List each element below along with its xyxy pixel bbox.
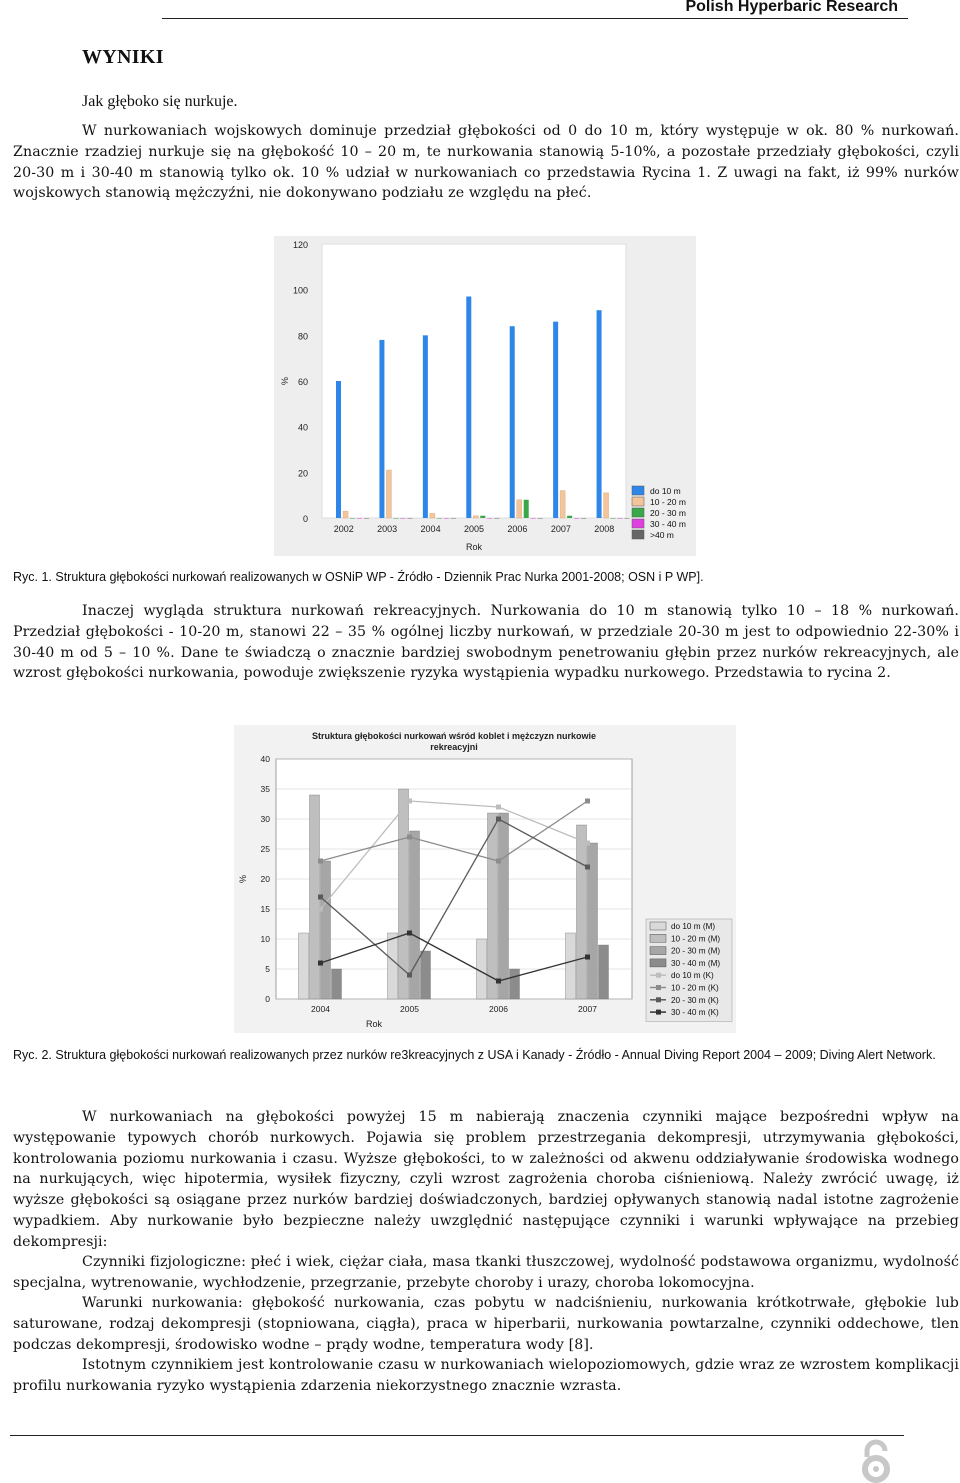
y-tick-label: 100: [292, 285, 308, 296]
section-subtitle: Jak głęboko się nurkuje.: [82, 93, 238, 110]
legend-label: do 10 m (K): [671, 971, 714, 981]
legend-label: 30 - 40 m (K): [671, 1008, 719, 1018]
bar-30-40-m-m-: [332, 969, 342, 999]
y-axis-label: %: [238, 874, 248, 884]
bar-20-30-m: [437, 518, 442, 519]
x-tick-label: 2008: [594, 524, 615, 534]
legend-swatch: [632, 530, 644, 539]
bar-20-30-m: [611, 518, 616, 519]
line-20-30-m-k--point: [318, 895, 323, 900]
bar-30-40-m-m-: [510, 969, 520, 999]
figure-1: [274, 236, 696, 556]
x-tick-label: 2006: [507, 524, 528, 534]
bar-30-40-m: [444, 518, 449, 519]
y-tick-label: 15: [260, 904, 270, 914]
line-do-10-m-k--point: [407, 799, 412, 804]
line-30-40-m-k--point: [496, 979, 501, 984]
bar-10-20-m: [473, 516, 478, 518]
legend-label: >40 m: [650, 530, 674, 540]
bar-do-10-m: [379, 340, 384, 518]
y-tick-label: 20: [260, 874, 270, 884]
chart-title-line-2: rekreacyjni: [430, 742, 478, 752]
bar-30-40-m-m-: [421, 951, 431, 999]
y-tick-label: 40: [260, 754, 270, 764]
bar-do-10-m: [466, 297, 471, 518]
legend-swatch: [632, 497, 644, 506]
legend-swatch: [632, 486, 644, 495]
y-axis-label: %: [280, 376, 290, 386]
bar-10-20-m: [343, 511, 348, 518]
bar-20-30-m: [393, 518, 398, 519]
legend-label: do 10 m (M): [671, 922, 716, 931]
line-20-30-m-k--point: [585, 865, 590, 870]
legend-label: 20 - 30 m (K): [671, 995, 719, 1005]
bar--40-m: [364, 518, 369, 519]
paragraph-5: Warunki nurkowania: głębokość nurkowania, czas pobytu w nadciśnieniu, nurkowania krótkotrwałe, głębokie lub saturowane, rodzaj dekompresji (stopniowana, ciągła), praca w hiperbarii, nurkowania powtarzalne, czynniki oddechowe, tlen podczas dekompresji, środowisko wodne – prądy wodne, temperatura wody [8].: [13, 1295, 959, 1353]
legend-swatch-marker: [656, 973, 661, 978]
bar-20-30-m: [350, 518, 355, 519]
y-tick-label: 60: [297, 377, 308, 387]
legend-label: 30 - 40 m: [650, 519, 686, 529]
bar--40-m: [538, 518, 543, 519]
figure-2: [234, 725, 736, 1033]
legend-label: 10 - 20 m: [650, 497, 686, 507]
bar-do-10-m: [423, 335, 428, 518]
journal-name: Polish Hyperbaric Research: [685, 0, 898, 15]
x-tick-label: 2005: [400, 1004, 419, 1014]
line-do-10-m-k--point: [585, 841, 590, 846]
y-tick-label: 25: [260, 844, 270, 854]
bar-10-20-m-m-: [488, 813, 498, 999]
bar-30-40-m-m-: [599, 945, 609, 999]
section-title-text: WYNIKI: [82, 46, 164, 68]
paragraph-2: Inaczej wygląda struktura nurkowań rekreacyjnych. Nurkowania do 10 m stanowią tylko 10 – 18 % nurkowań. Przedział głębokości - 10-20 m, stanowi 22 – 35 % ogólnej liczby nurkowań, w przedziale 20-30 m jest to odpowiednio 22-30% i 30-40 m od 5 – 10 %. Dane te świadczą o znacznie bardziej swobodnym penetrowaniu głębin przez nurków rekreacyjnych, ale wzrost głębokości nurkowania, powoduje zwiększenie ryzyka wystąpienia wypadku nurkowego. Przedstawia to rycina 2.: [13, 603, 959, 682]
bar-do-10-m: [510, 326, 515, 518]
x-axis-label: Rok: [465, 542, 483, 552]
bar-10-20-m: [386, 470, 391, 518]
y-tick-label: 80: [297, 331, 308, 342]
line-20-30-m-k--point: [496, 817, 501, 822]
figure-1-caption: Ryc. 1. Struktura głębokości nurkowań realizowanych w OSNiP WP - Źródło - Dziennik Prac Nurka 2001-2008; OSN i P WP].: [13, 570, 704, 584]
y-tick-label: 5: [265, 964, 270, 974]
bar-10-20-m: [604, 493, 609, 518]
bar-do-10-m-m-: [388, 933, 398, 999]
bar-do-10-m-m-: [299, 933, 309, 999]
x-tick-label: 2002: [333, 524, 354, 534]
line-30-40-m-k--point: [407, 931, 412, 936]
line-do-10-m-k--point: [496, 805, 501, 810]
bar--40-m: [625, 518, 630, 519]
legend-swatch-marker: [656, 1010, 661, 1015]
bar--40-m: [407, 518, 412, 519]
legend-swatch: [650, 947, 666, 955]
x-axis-label: Rok: [365, 1019, 383, 1029]
line-10-20-m-k--point: [318, 859, 323, 864]
legend-label: 20 - 30 m: [650, 508, 686, 518]
y-tick-label: 30: [260, 814, 270, 824]
section-title: [82, 46, 164, 69]
y-tick-label: 120: [292, 240, 308, 250]
legend-swatch: [632, 519, 644, 528]
paragraph-6: Istotnym czynnikiem jest kontrolowanie czasu w nurkowaniach wielopoziomowych, gdzie wraz ze wzrostem komplikacji profilu nurkowania ryzyko wystąpienia zdarzenia niekorzystnego znacznie wzrasta.: [13, 1357, 959, 1394]
legend-swatch-marker: [656, 985, 661, 990]
x-tick-label: 2007: [578, 1004, 597, 1014]
bar-10-20-m-m-: [577, 825, 587, 999]
bar-10-20-m: [560, 491, 565, 518]
y-tick-label: 20: [297, 468, 308, 479]
legend-label: do 10 m: [650, 486, 681, 496]
line-10-20-m-k--point: [407, 835, 412, 840]
bar--40-m: [581, 518, 586, 519]
legend-swatch: [650, 922, 666, 930]
paragraph-1: W nurkowaniach wojskowych dominuje przedział głębokości od 0 do 10 m, który występuje w ok. 80 % nurkowań. Znacznie rzadziej nurkuje się na głębokość 10 – 20 m, te nurkowania stanowią 5-10%, a pozostałe przedziały głębokości, czyli 20-30 m i 30-40 m stanowią tylko ok. 10 % udział w nurkowaniach co przedstawia Rycina 1. Z uwagi na fakt, iż 99% nurków wojskowych stanowią mężczyźni, nie dokonywano podziału ze względu na płeć.: [13, 123, 959, 202]
bar-30-40-m: [574, 518, 579, 519]
bar-30-40-m: [531, 518, 536, 519]
bar-30-40-m: [618, 518, 623, 519]
bar-do-10-m-m-: [566, 933, 576, 999]
y-tick-label: 10: [260, 934, 270, 944]
line-20-30-m-k--point: [407, 973, 412, 978]
bar-do-10-m: [553, 322, 558, 518]
paragraph-4: Czynniki fizjologiczne: płeć i wiek, ciężar ciała, masa tkanki tłuszczowej, wydolność podstawowa organizmu, wydolność specjalna, wytrenowanie, wychłodzenie, przegrzanie, przebyte choroby i urazy, choroba lokomocyjna.: [13, 1254, 959, 1291]
line-do-10-m-k--point: [318, 907, 323, 912]
bar-do-10-m: [336, 381, 341, 518]
bar-10-20-m: [430, 513, 435, 518]
legend-swatch-marker: [656, 997, 661, 1002]
x-tick-label: 2003: [377, 524, 398, 534]
bar-30-40-m: [487, 518, 492, 519]
line-30-40-m-k--point: [318, 961, 323, 966]
y-tick-label: 0: [265, 994, 270, 1004]
chart-title-line-1: Struktura głębokości nurkowań wśród koblet i mężczyzn nurkowie: [311, 731, 597, 741]
y-tick-label: 35: [260, 784, 270, 794]
legend-label: 10 - 20 m (K): [671, 983, 719, 993]
legend-swatch: [650, 934, 666, 942]
y-tick-label: 0: [302, 514, 308, 524]
line-10-20-m-k--point: [585, 799, 590, 804]
legend-label: 20 - 30 m (M): [671, 946, 721, 956]
bar-10-20-m: [517, 500, 522, 518]
depth-structure-chart-military: [274, 236, 696, 556]
depth-structure-chart-recreational: [234, 725, 736, 1033]
bar-20-30-m: [524, 500, 529, 518]
x-tick-label: 2005: [463, 524, 485, 534]
bar-30-40-m: [357, 518, 362, 519]
figure-2-caption: Ryc. 2. Struktura głębokości nurkowań realizowanych przez nurków re3kreacyjnych z USA i Kanady - Źródło - Annual Diving Report 2004 – 2009; Diving Alert Network.: [13, 1048, 936, 1062]
legend-swatch: [632, 508, 644, 517]
paragraph-3: W nurkowaniach na głębokości powyżej 15 m nabierają znaczenia czynniki mające bezpośredni wpływ na występowanie typowych chorób nurkowych. Pojawia się problem przestrzegania dekompresji, utrzymywania głębokości, kontrolowania poziomu nurkowania i czasu. Wyższe głębokości, to w zależności od akwenu oddziaływanie środowiska wodnego na nurkujących, więc hipotermia, wysiłek fizyczny, czyli wzrost zagrożenia choroba ciśnieniową. Należy zwrócić uwagę, iż wyższe głębokości są osiągane przez nurków bardziej doświadczonych, bardziej opływanych stanowią nadal istotne zagrożenie wypadkiem. Aby nurkowanie było bezpieczne należy uwzględnić następujące czynniki i warunki wpływające na przebieg dekompresji:: [13, 1109, 959, 1250]
bar--40-m: [451, 518, 456, 519]
x-tick-label: 2007: [550, 524, 571, 534]
open-access-icon: [856, 1439, 896, 1483]
footer-rule: [10, 1435, 904, 1436]
line-10-20-m-k--point: [496, 859, 501, 864]
plot-area: [322, 244, 626, 518]
bar-20-30-m: [480, 516, 485, 518]
bar-20-30-m-m-: [499, 813, 509, 999]
bar-20-30-m: [567, 516, 572, 518]
header-rule: [162, 18, 908, 19]
bar-30-40-m: [400, 518, 405, 519]
y-tick-label: 40: [297, 422, 308, 433]
bar-20-30-m-m-: [321, 861, 331, 999]
bar--40-m: [494, 518, 499, 519]
x-tick-label: 2004: [420, 524, 441, 534]
bar-do-10-m: [597, 310, 602, 518]
x-tick-label: 2006: [489, 1004, 508, 1014]
legend-label: 30 - 40 m (M): [671, 958, 721, 968]
bar-do-10-m-m-: [477, 939, 487, 999]
x-tick-label: 2004: [311, 1004, 330, 1014]
legend-label: 10 - 20 m (M): [671, 934, 721, 944]
line-30-40-m-k--point: [585, 955, 590, 960]
legend-swatch: [650, 959, 666, 967]
